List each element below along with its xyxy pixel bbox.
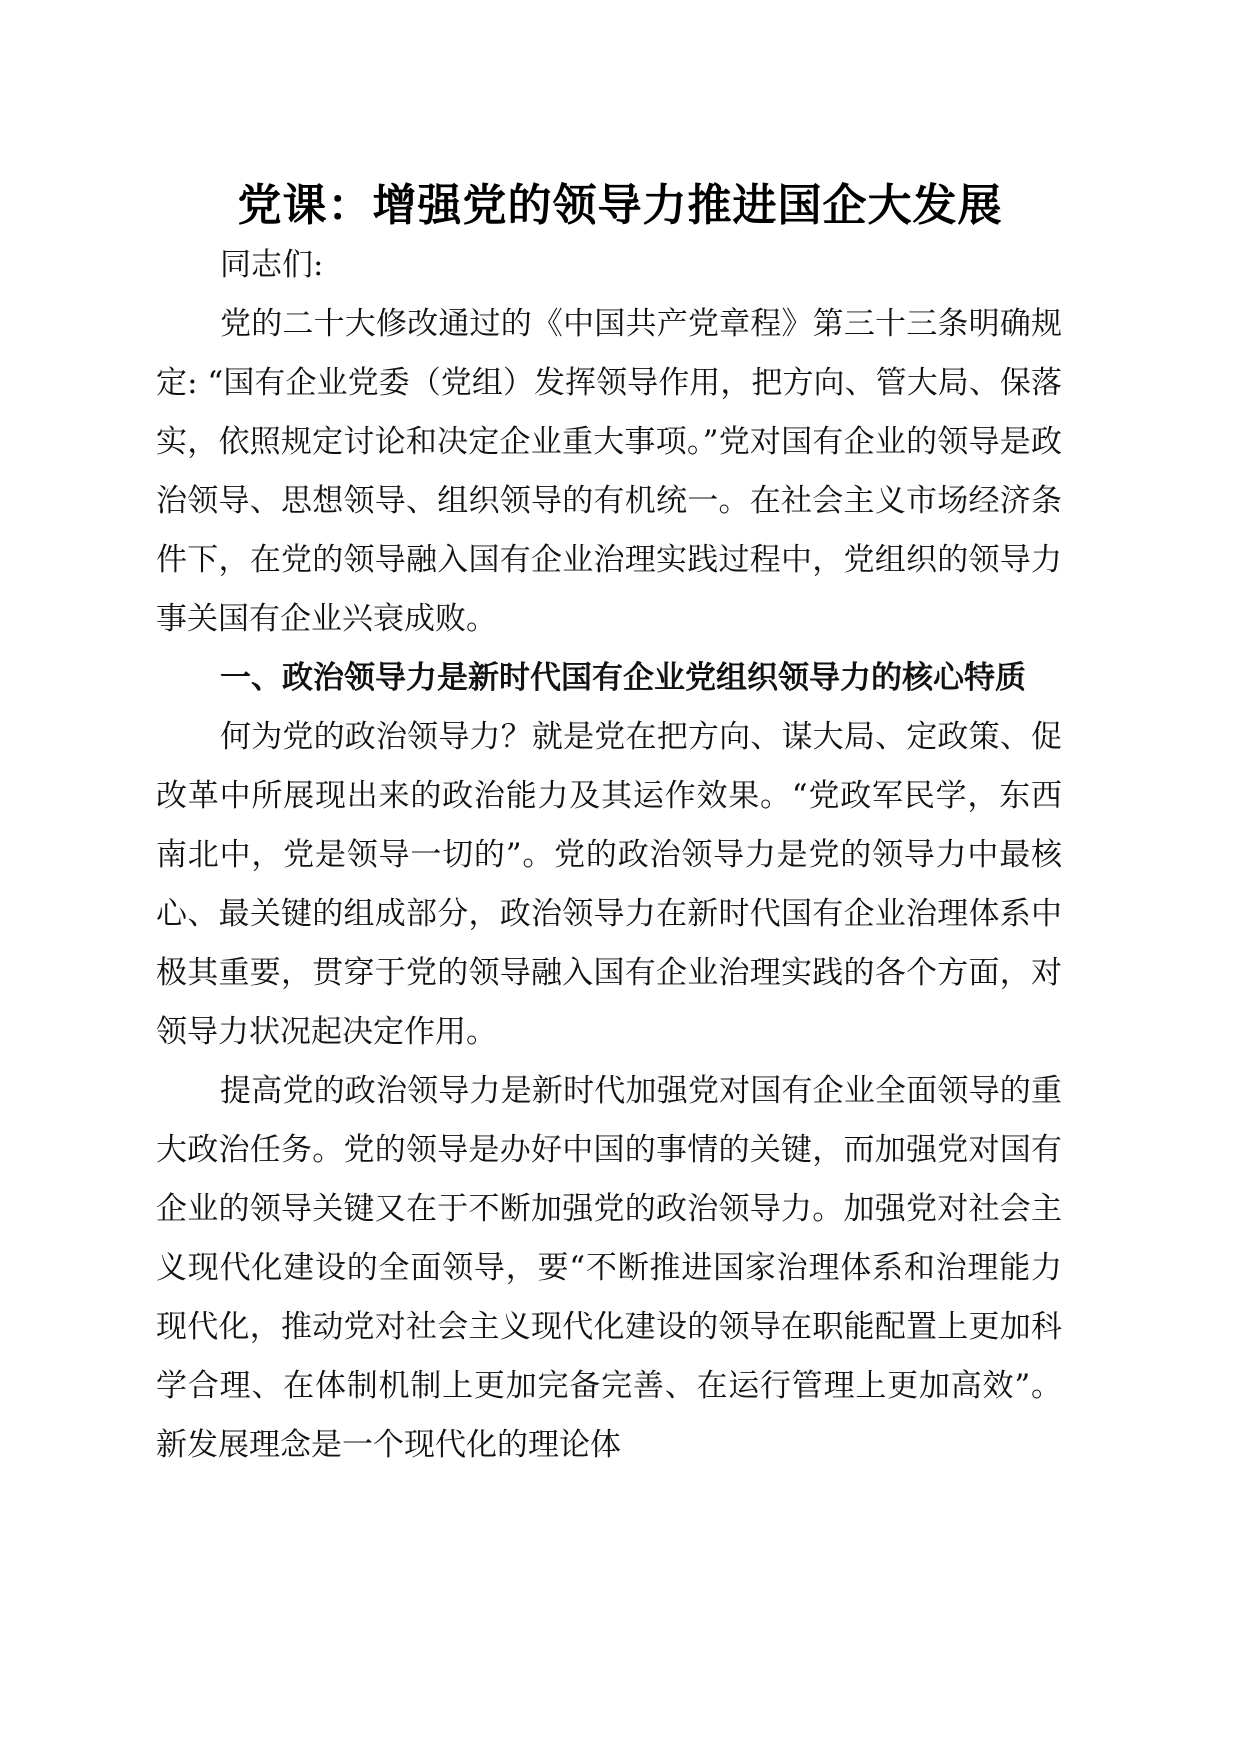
document-title: 党课：增强党的领导力推进国企大发展 xyxy=(237,180,1003,231)
paragraph-intro: 党的二十大修改通过的《中国共产党章程》第三十三条明确规定: “国有企业党委（党组）发挥领导作用，把方向、管大局、保落实，依照规定讨论和决定企业重大事项。”党对国有企业的领导是政治领导、思想领导、组织领导的有机统一。在社会主义市场经济条件下，在党的领导融入国有企业治理实践过程中，党组织的领导力事关国有企业兴衰成败。 xyxy=(156,306,1062,637)
salutation: 同志们: xyxy=(220,247,324,283)
paragraph-political-leadership: 何为党的政治领导力？就是党在把方向、谋大局、定政策、促改革中所展现出来的政治能力及其运作效果。“党政军民学，东西南北中，党是领导一切的”。党的政治领导力是党的领导力中最核心、最关键的组成部分，政治领导力在新时代国有企业治理体系中极其重要，贯穿于党的领导融入国有企业治理实践的各个方面，对领导力状况起决定作用。 xyxy=(156,719,1062,1050)
document-body xyxy=(156,236,1062,1475)
paragraph-improving-leadership: 提高党的政治领导力是新时代加强党对国有企业全面领导的重大政治任务。党的领导是办好中国的事情的关键，而加强党对国有企业的领导关键又在于不断加强党的政治领导力。加强党对社会主义现代化建设的全面领导，要“不断推进国家治理体系和治理能力现代化，推动党对社会主义现代化建设的领导在职能配置上更加科学合理、在体制机制上更加完备完善、在运行管理上更加高效”。新发展理念是一个现代化的理论体 xyxy=(156,1073,1062,1463)
section-heading-1: 一、政治领导力是新时代国有企业党组织领导力的核心特质 xyxy=(220,660,1026,696)
